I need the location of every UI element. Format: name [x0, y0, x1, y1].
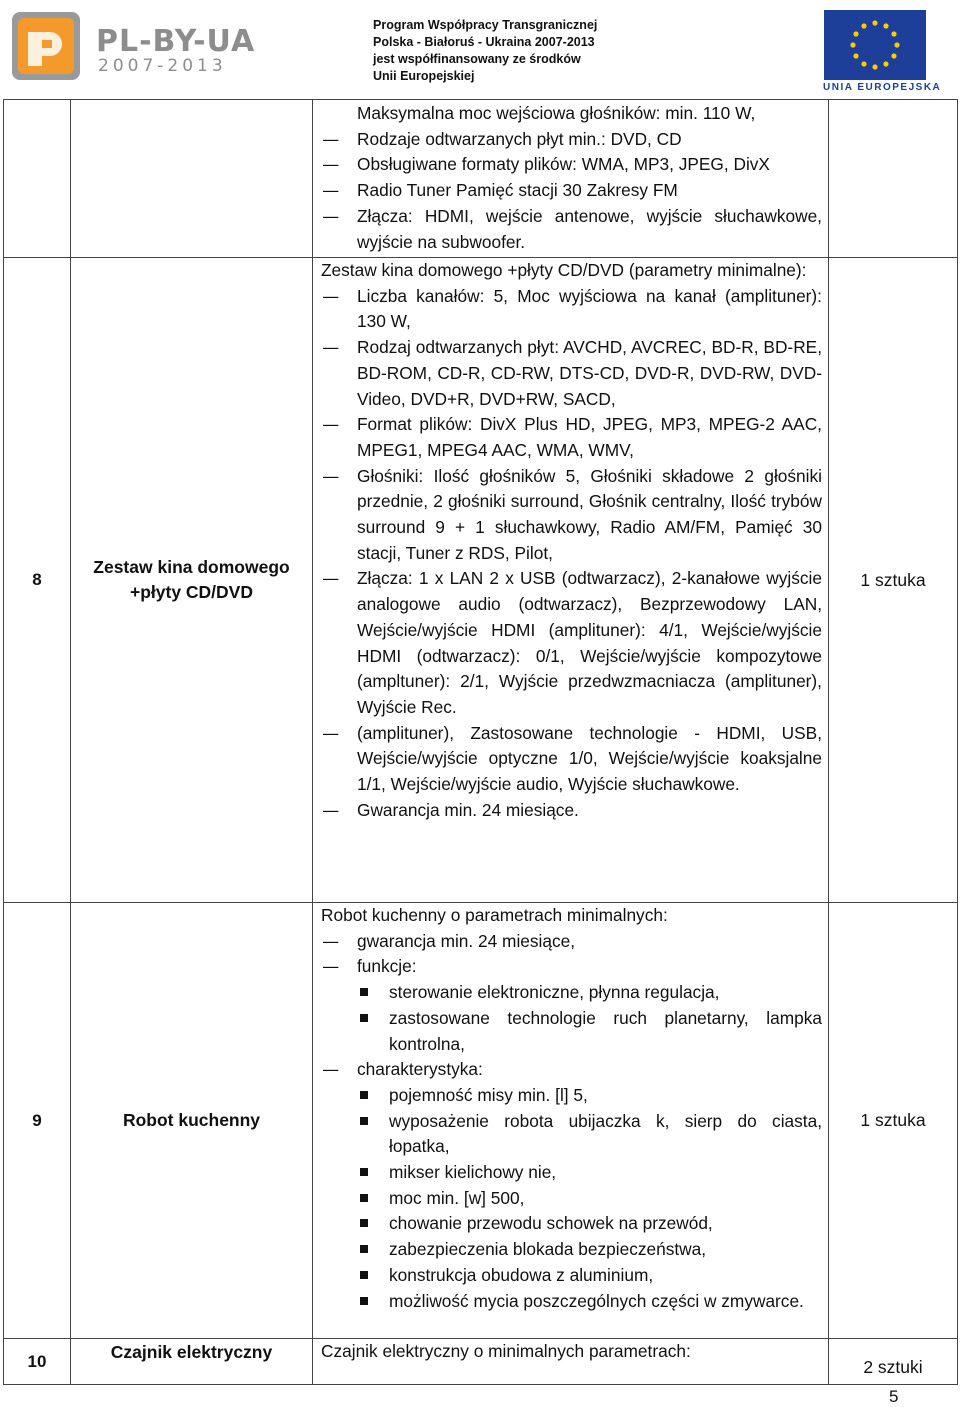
spec-bullet: – Radio Tuner Pamięć stacji 30 Zakresy FM [321, 178, 822, 204]
spec-bullet: – Złącza: 1 x LAN 2 x USB (odtwarzacz), 2-kanałowe wyjście analogowe audio (odtwarzacz), Bezprzewodowy LAN, Wejście/wyjście HDMI (amplituner): 4/1, Wejście/wyjście HDMI (odtwarzacz): 0/1, Wejście/wyjście kompozytowe (ampltuner): 2/1, Wyjście przedwzmacniacza (amplituner), Wyjście Rec. [321, 566, 822, 720]
page-header [0, 0, 960, 100]
program-statement [373, 17, 597, 85]
spec-bullet: – Obsługiwane formaty plików: WMA, MP3, JPEG, DivX [321, 152, 822, 178]
row-name: Robot kuchenny [71, 903, 313, 1339]
logo-title: PL-BY-UA [96, 24, 256, 59]
row-spec [313, 1339, 829, 1385]
spec-bullet: – Głośniki: Ilość głośników 5, Głośniki składowe 2 głośniki przednie, 2 głośniki surround, Głośnik centralny, Ilość trybów surround 9 + 1 słuchawkowy, Radio AM/FM, Pamięć 30 stacji, Tuner z RDS, Pilot, [321, 464, 822, 567]
row-name: Zestaw kina domowego +płyty CD/DVD [71, 258, 313, 903]
row-number [4, 100, 71, 258]
logo-years: 2007-2013 [98, 56, 227, 76]
spec-sub-bullet: wyposażenie robota ubijaczka k, sierp do ciasta, łopatka, [321, 1109, 822, 1160]
row-quantity: 1 sztuka [829, 903, 958, 1339]
spec-sub-bullet: konstrukcja obudowa z aluminium, [321, 1263, 822, 1289]
page-number: 5 [889, 1387, 899, 1406]
row-spec [313, 100, 829, 258]
eu-flag-icon [824, 10, 926, 80]
row-quantity: 1 sztuka [829, 258, 958, 903]
specification-table [3, 99, 958, 1385]
spec-sub-bullet: pojemność misy min. [l] 5, [321, 1083, 822, 1109]
spec-sub-bullet: możliwość mycia poszczególnych części w zmywarce. [321, 1289, 822, 1315]
spec-intro: Robot kuchenny o parametrach minimalnych: [321, 905, 668, 925]
spec-bullet: – Format plików: DivX Plus HD, JPEG, MP3, MPEG-2 AAC, MPEG1, MPEG4 AAC, WMA, WMV, [321, 412, 822, 463]
row-spec [313, 258, 829, 903]
program-line: Polska - Białoruś - Ukraina 2007-2013 [373, 35, 595, 49]
table-row [4, 1339, 958, 1385]
row-number: 10 [4, 1339, 71, 1385]
spec-sub-bullet: mikser kielichowy nie, [321, 1160, 822, 1186]
table-row [4, 100, 958, 258]
row-name: Czajnik elektryczny [71, 1339, 313, 1385]
spec-line: Maksymalna moc wejściowa głośników: min. 110 W, [357, 103, 756, 123]
table-row [4, 258, 958, 903]
spec-intro: Zestaw kina domowego +płyty CD/DVD (parametry minimalne): [321, 260, 807, 280]
program-line: Unii Europejskiej [373, 69, 475, 83]
spec-sub-bullet: zabezpieczenia blokada bezpieczeństwa, [321, 1237, 822, 1263]
program-line: Program Współpracy Transgranicznej [373, 18, 598, 32]
spec-sub-bullet: zastosowane technologie ruch planetarny, lampka kontrolna, [321, 1006, 822, 1057]
row-quantity [829, 100, 958, 258]
spec-bullet: – Liczba kanałów: 5, Moc wyjściowa na kanał (amplituner): 130 W, [321, 284, 822, 335]
spec-intro: Czajnik elektryczny o minimalnych parametrach: [321, 1341, 691, 1361]
pl-by-ua-logo-icon [12, 12, 80, 80]
spec-sub-bullet: chowanie przewodu schowek na przewód, [321, 1211, 822, 1237]
spec-bullet: – charakterystyka: [321, 1057, 822, 1083]
row-number: 9 [4, 903, 71, 1339]
spec-bullet: – Rodzaje odtwarzanych płyt min.: DVD, CD [321, 127, 822, 153]
spec-sub-bullet: sterowanie elektroniczne, płynna regulacja, [321, 980, 822, 1006]
spec-bullet: – Rodzaj odtwarzanych płyt: AVCHD, AVCREC, BD-R, BD-RE, BD-ROM, CD-R, CD-RW, DTS-CD, DVD-R, DVD-RW, DVD-Video, DVD+R, DVD+RW, SACD, [321, 335, 822, 412]
row-spec [313, 903, 829, 1339]
row-number: 8 [4, 258, 71, 903]
spec-bullet: – Gwarancja min. 24 miesiące. [321, 798, 822, 824]
spec-sub-bullet: moc min. [w] 500, [321, 1186, 822, 1212]
program-line: jest współfinansowany ze środków [373, 52, 581, 66]
eu-label: UNIA EUROPEJSKA [823, 82, 942, 93]
spec-bullet: – funkcje: [321, 954, 822, 980]
spec-bullet: – (amplituner), Zastosowane technologie - HDMI, USB, Wejście/wyjście optyczne 1/0, Wejście/wyjście koaksjalne 1/1, Wejście/wyjście audio, Wyjście słuchawkowe. [321, 721, 822, 798]
table-row [4, 903, 958, 1339]
row-quantity: 2 sztuki [829, 1339, 958, 1385]
spec-bullet: – gwarancja min. 24 miesiące, [321, 929, 822, 955]
spec-bullet: – Złącza: HDMI, wejście antenowe, wyjście słuchawkowe, wyjście na subwoofer. [321, 204, 822, 255]
row-name [71, 100, 313, 258]
